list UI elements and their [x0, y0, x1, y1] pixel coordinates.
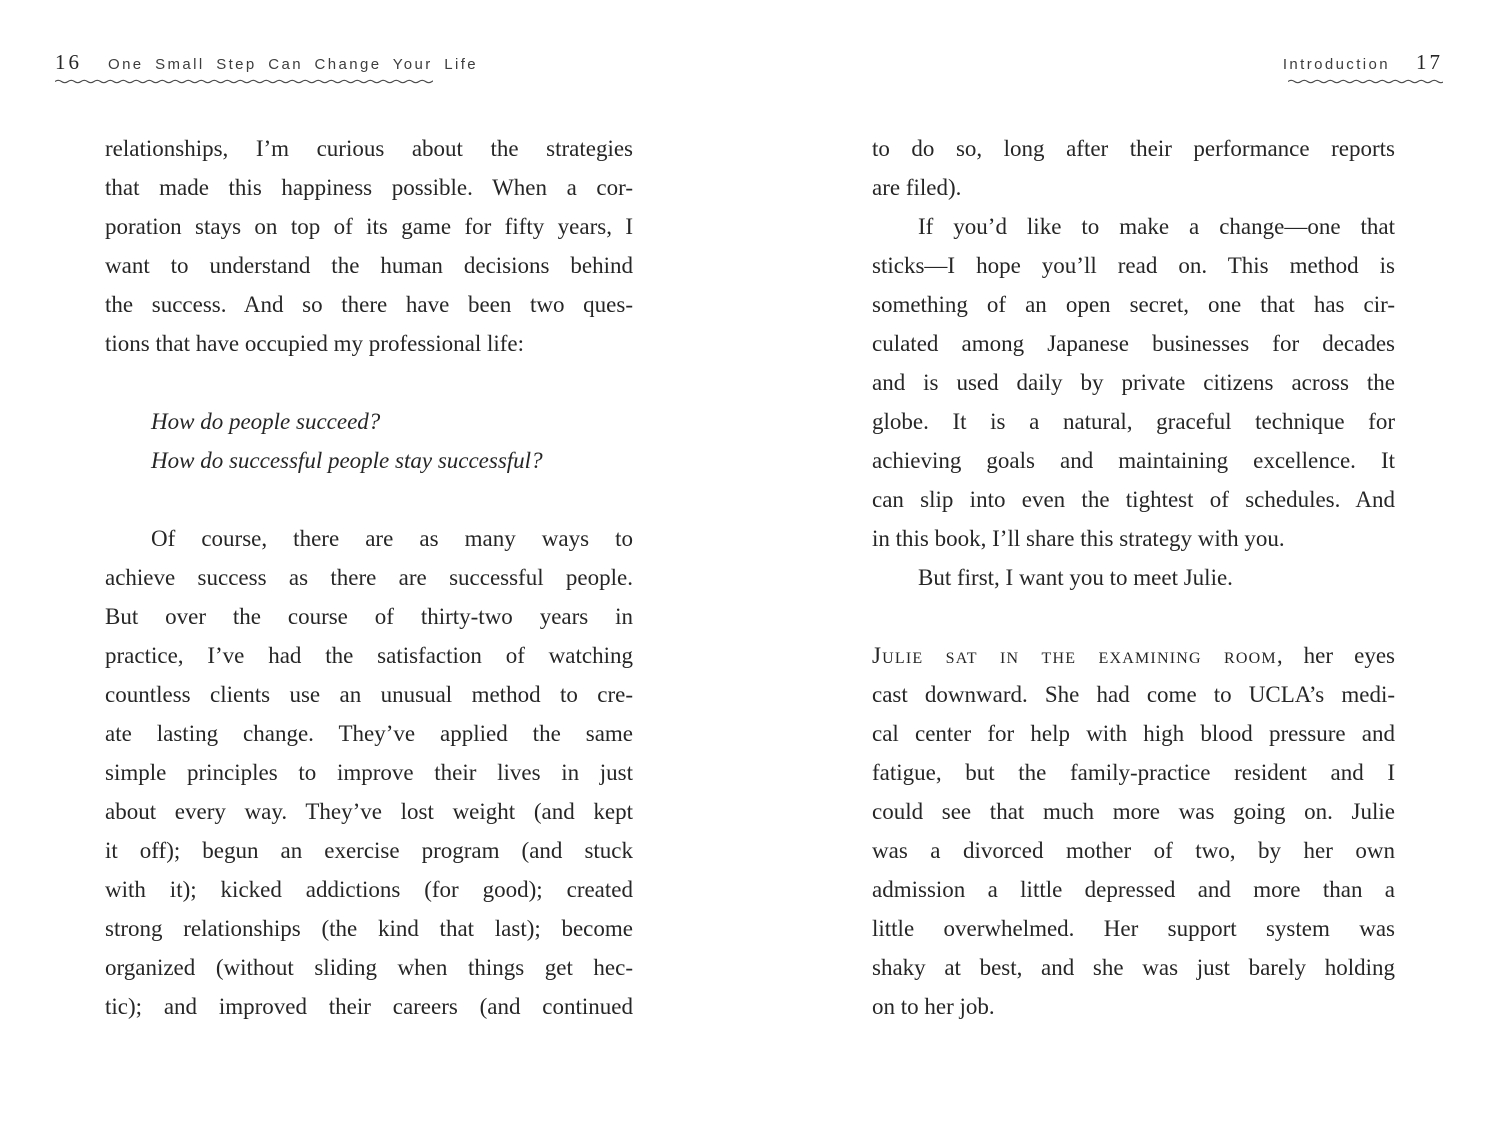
text-line: that made this happiness possible. When a cor-: [105, 175, 633, 200]
text-line: relationships, I’m curious about the strategies: [105, 136, 633, 161]
text-line: globe. It is a natural, graceful technique for: [872, 409, 1395, 434]
text-line: cast downward. She had come to UCLA’s medi-: [872, 682, 1395, 707]
text-line: fatigue, but the family-practice resident and I: [872, 760, 1395, 785]
text-line: to do so, long after their performance reports: [872, 136, 1395, 161]
text-line: But over the course of thirty-two years in: [105, 604, 633, 629]
text-line: ate lasting change. They’ve applied the same: [105, 721, 633, 746]
text-line: in this book, I’ll share this strategy with you.: [872, 526, 1285, 551]
text-line: want to understand the human decisions behind: [105, 253, 633, 278]
page-number-left: 16: [55, 50, 82, 74]
smallcaps-lead-in: Julie sat in the examining room: [872, 643, 1277, 668]
text-line: If you’d like to make a change—one that: [918, 214, 1395, 239]
text-line: But first, I want you to meet Julie.: [918, 565, 1233, 590]
text-line: could see that much more was going on. Julie: [872, 799, 1395, 824]
text-line: was a divorced mother of two, by her own: [872, 838, 1395, 863]
text-line: sticks—I hope you’ll read on. This method is: [872, 253, 1395, 278]
text-line: achieving goals and maintaining excellence. It: [872, 448, 1395, 473]
text-line: admission a little depressed and more than a: [872, 877, 1395, 902]
text-line: little overwhelmed. Her support system was: [872, 916, 1395, 941]
text-line: the success. And so there have been two ques-: [105, 292, 633, 317]
text-line: cal center for help with high blood pressure and: [872, 721, 1395, 746]
text-line: can slip into even the tightest of schedules. And: [872, 487, 1395, 512]
right-page-body: [872, 129, 1395, 1026]
text-line: and is used daily by private citizens across the: [872, 370, 1395, 395]
text-line: it off); begun an exercise program (and stuck: [105, 838, 633, 863]
right-page: [750, 0, 1500, 1125]
text-line: How do people succeed?: [151, 409, 381, 434]
running-title-right: Introduction: [1282, 56, 1390, 73]
text-line: with it); kicked addictions (for good); created: [105, 877, 633, 902]
wavy-underline-icon: [1288, 77, 1443, 86]
blank-line: [105, 363, 633, 402]
text-line: something of an open secret, one that has cir-: [872, 292, 1395, 317]
left-running-header: [55, 50, 478, 75]
right-running-header: [1283, 50, 1443, 75]
text-line: practice, I’ve had the satisfaction of watching: [105, 643, 633, 668]
text-line: Of course, there are as many ways to: [151, 526, 633, 551]
left-page-body: [105, 129, 633, 1026]
text-line: poration stays on top of its game for fifty years, I: [105, 214, 633, 239]
text-line: strong relationships (the kind that last); become: [105, 916, 633, 941]
text-line: tic); and improved their careers (and continued: [105, 994, 633, 1019]
text-line: simple principles to improve their lives in just: [105, 760, 633, 785]
text-line: Julie sat in the examining room, her eyes: [872, 643, 1395, 668]
text-line: about every way. They’ve lost weight (and kept: [105, 799, 633, 824]
text-line: shaky at best, and she was just barely holding: [872, 955, 1395, 980]
running-title-left: One Small Step Can Change Your Life: [108, 56, 479, 73]
text-line: are filed).: [872, 175, 962, 200]
wavy-underline-icon: [55, 77, 433, 86]
text-line: How do successful people stay successful?: [151, 448, 543, 473]
blank-line: [872, 597, 1395, 636]
page-number-right: 17: [1416, 50, 1443, 74]
text-line: culated among Japanese businesses for decades: [872, 331, 1395, 356]
text-line: on to her job.: [872, 994, 995, 1019]
text-line: organized (without sliding when things get hec-: [105, 955, 633, 980]
blank-line: [105, 480, 633, 519]
text-line: tions that have occupied my professional life:: [105, 331, 524, 356]
text-line: countless clients use an unusual method to cre-: [105, 682, 633, 707]
text-line: achieve success as there are successful people.: [105, 565, 633, 590]
